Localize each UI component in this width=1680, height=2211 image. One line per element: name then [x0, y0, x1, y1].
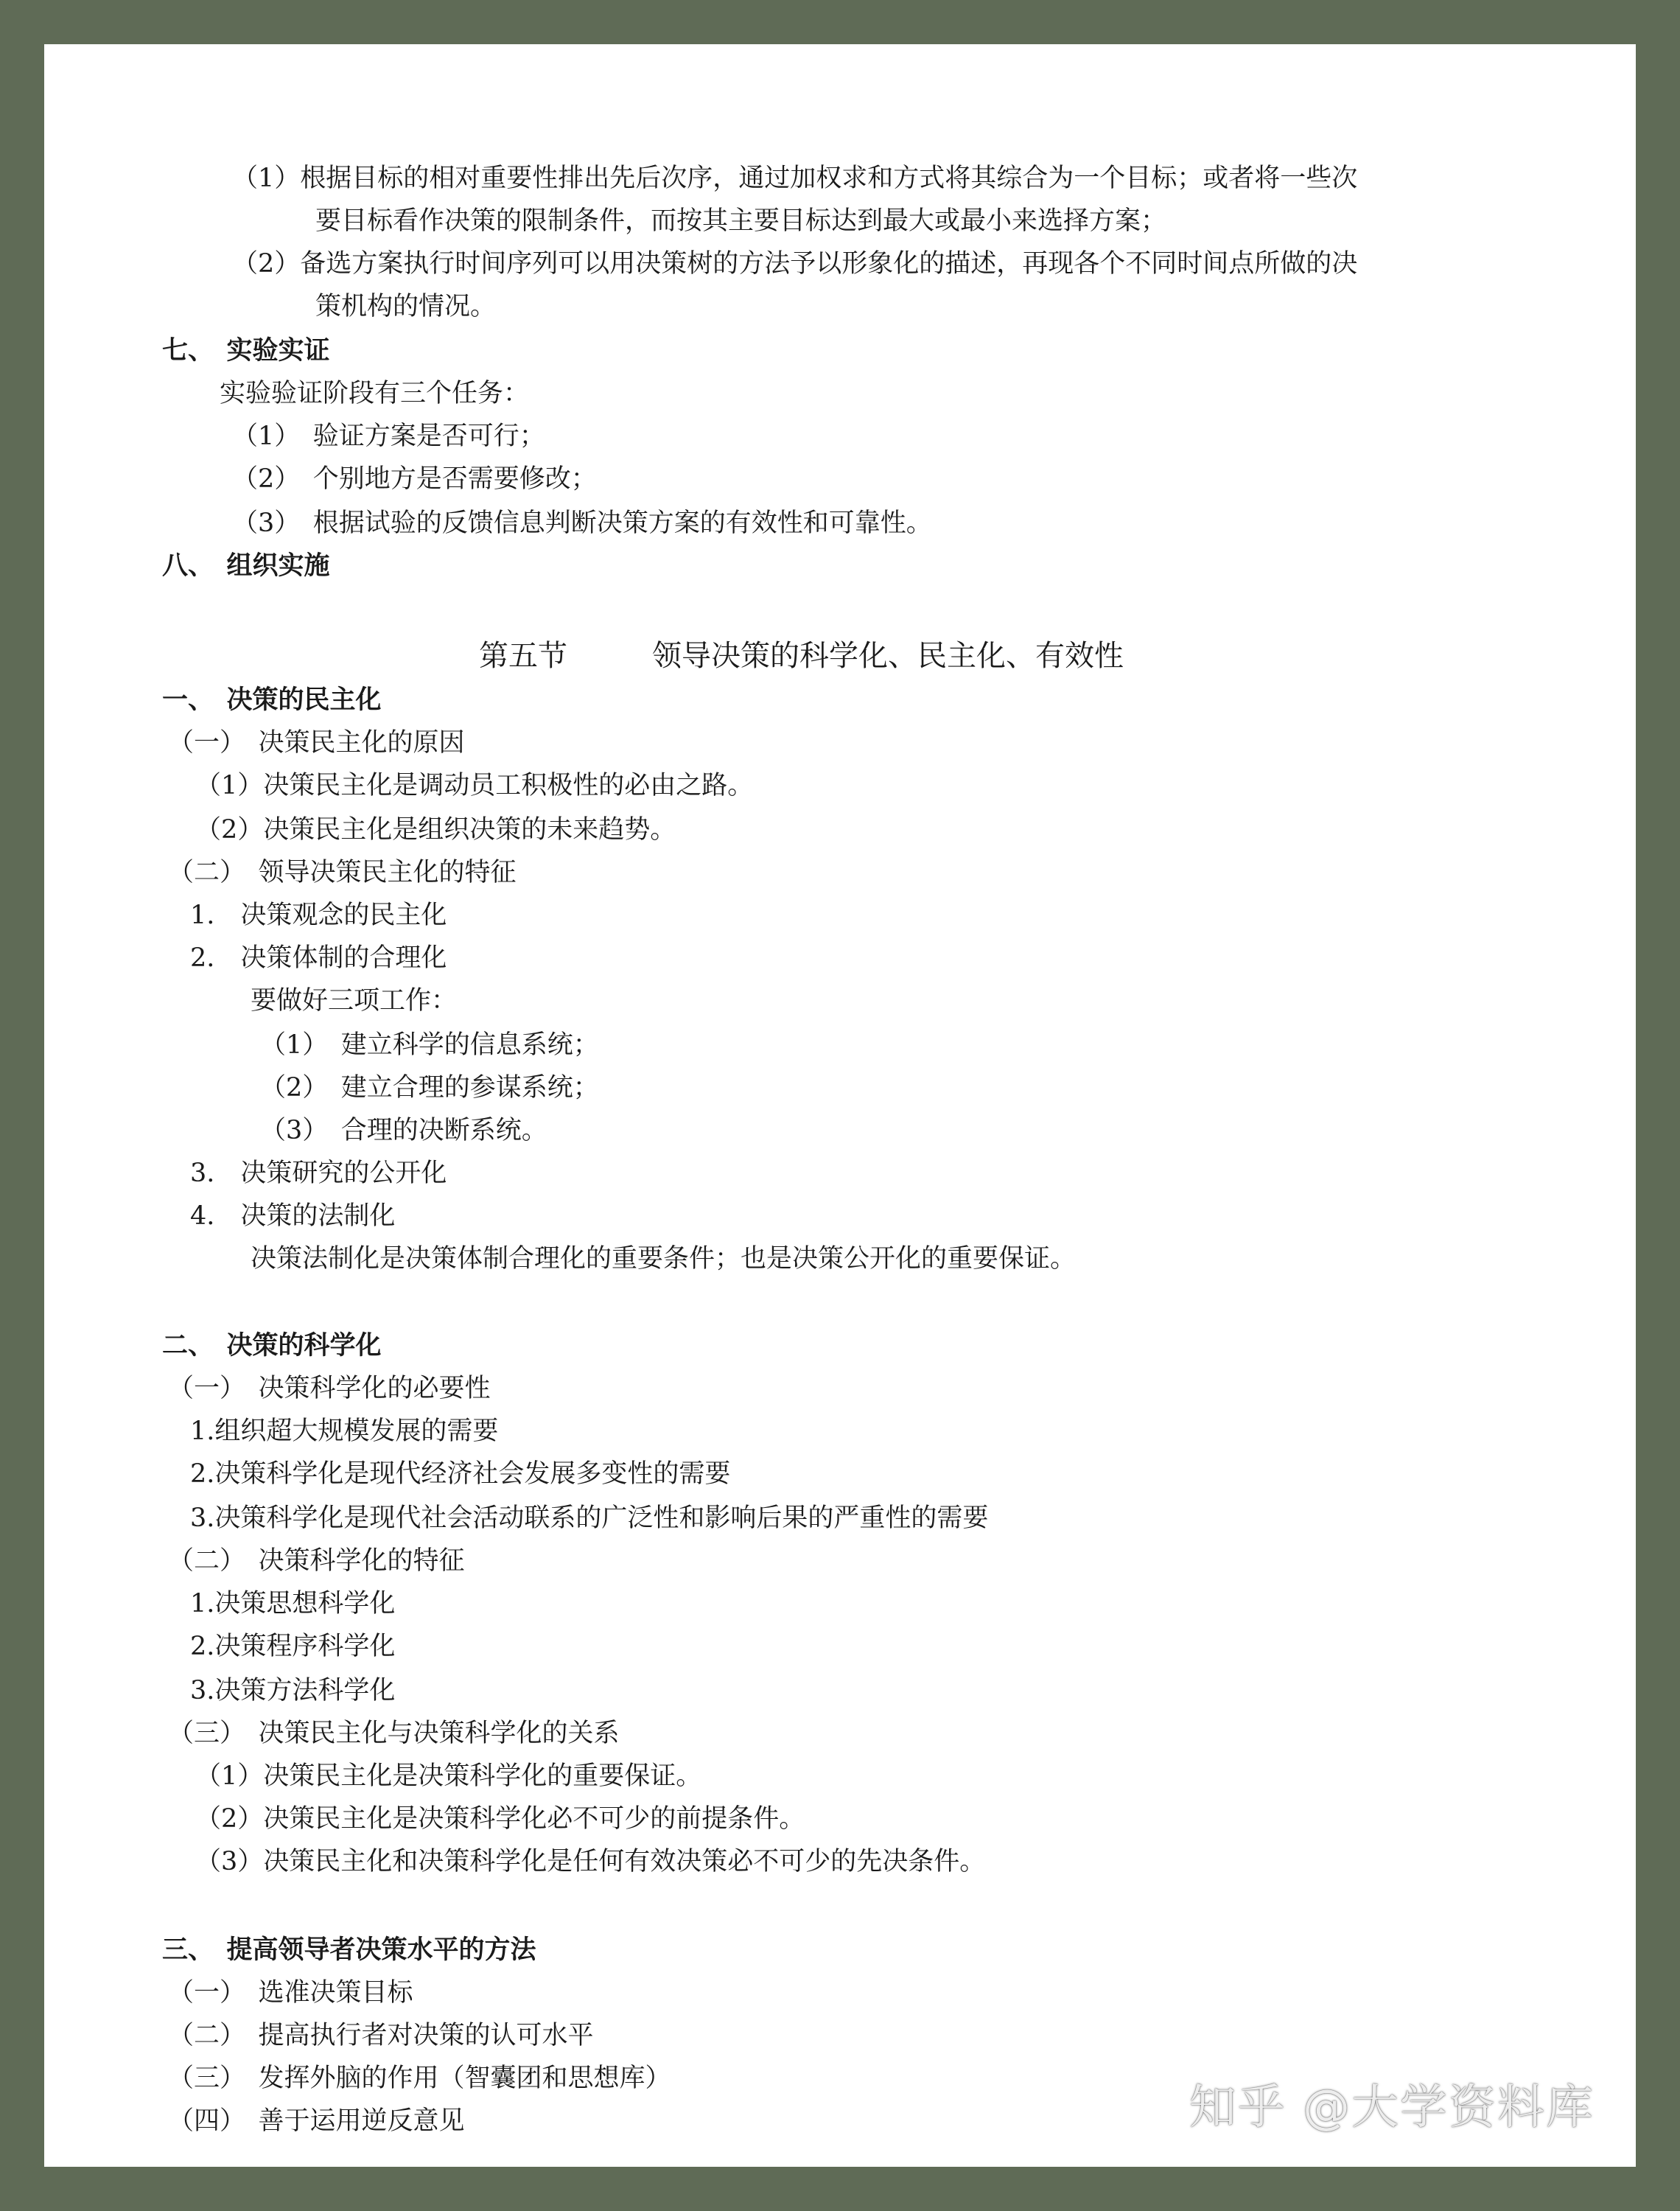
feature-2-item-2: （2） 建立合理的参谋系统；: [260, 1073, 599, 1103]
subheading-reasons: （一） 决策民主化的原因: [168, 728, 465, 758]
feature-1: 1. 决策观念的民主化: [190, 901, 447, 930]
subheading-relation: （三） 决策民主化与决策科学化的关系: [168, 1719, 620, 1748]
watermark: 知乎 @大学资料库: [1189, 2081, 1595, 2135]
h7-item-1: （1） 验证方案是否可行；: [232, 422, 545, 451]
method-1: （一） 选准决策目标: [168, 1978, 413, 2008]
heading-8: 八、 组织实施: [162, 551, 330, 581]
heading-scientific: 二、 决策的科学化: [162, 1330, 382, 1361]
section-number: 第五节: [479, 639, 567, 673]
necessity-1: 1.组织超大规模发展的需要: [190, 1417, 499, 1446]
document-page: [44, 44, 1636, 2167]
heading-methods: 三、 提高领导者决策水平的方法: [162, 1935, 536, 1965]
h7-item-3: （3） 根据试验的反馈信息判断决策方案的有效性和可靠性。: [232, 509, 932, 538]
h7-intro: 实验验证阶段有三个任务：: [220, 379, 530, 408]
item-2-line-1: （2）备选方案执行时间序列可以用决策树的方法予以形象化的描述，再现各个不同时间点所做的决: [232, 249, 1358, 279]
h7-item-2: （2） 个别地方是否需要修改；: [232, 464, 597, 494]
section-title-text: 领导决策的科学化、民主化、有效性: [652, 639, 1124, 673]
feature-2-item-1: （1） 建立科学的信息系统；: [260, 1030, 599, 1060]
item-2-line-2: 策机构的情况。: [315, 292, 497, 321]
subheading-features: （二） 领导决策民主化的特征: [168, 858, 517, 887]
item-1-line-1: （1）根据目标的相对重要性排出先后次序，通过加权求和方式将其综合为一个目标；或者将一些次: [232, 164, 1358, 193]
necessity-2: 2.决策科学化是现代经济社会发展多变性的需要: [190, 1459, 731, 1489]
heading-democratization: 一、 决策的民主化: [162, 685, 382, 715]
method-3: （三） 发挥外脑的作用（智囊团和思想库）: [168, 2064, 671, 2093]
reason-1: （1）决策民主化是调动员工积极性的必由之路。: [195, 771, 754, 800]
reason-2: （2）决策民主化是组织决策的未来趋势。: [195, 815, 676, 845]
relation-1: （1）决策民主化是决策科学化的重要保证。: [195, 1761, 702, 1791]
feature-4: 4. 决策的法制化: [190, 1201, 396, 1231]
sci-feature-3: 3.决策方法科学化: [190, 1676, 396, 1705]
method-2: （二） 提高执行者对决策的认可水平: [168, 2021, 594, 2050]
feature-2: 2. 决策体制的合理化: [190, 943, 447, 973]
feature-2-item-3: （3） 合理的决断系统。: [260, 1116, 547, 1145]
heading-7: 七、 实验实证: [162, 335, 330, 366]
feature-3: 3. 决策研究的公开化: [190, 1159, 447, 1188]
necessity-3: 3.决策科学化是现代社会活动联系的广泛性和影响后果的严重性的需要: [190, 1503, 989, 1533]
subheading-necessity: （一） 决策科学化的必要性: [168, 1374, 491, 1403]
feature-4-text: 决策法制化是决策体制合理化的重要条件；也是决策公开化的重要保证。: [251, 1244, 1077, 1274]
subheading-sci-features: （二） 决策科学化的特征: [168, 1546, 465, 1576]
sci-feature-1: 1.决策思想科学化: [190, 1589, 396, 1618]
method-4: （四） 善于运用逆反意见: [168, 2106, 465, 2136]
feature-2-intro: 要做好三项工作：: [251, 986, 458, 1016]
relation-2: （2）决策民主化是决策科学化必不可少的前提条件。: [195, 1804, 805, 1834]
relation-3: （3）决策民主化和决策科学化是任何有效决策必不可少的先决条件。: [195, 1847, 986, 1876]
section-title: [479, 638, 1124, 674]
item-1-line-2: 要目标看作决策的限制条件，而按其主要目标达到最大或最小来选择方案；: [315, 206, 1167, 236]
sci-feature-2: 2.决策程序科学化: [190, 1632, 396, 1661]
